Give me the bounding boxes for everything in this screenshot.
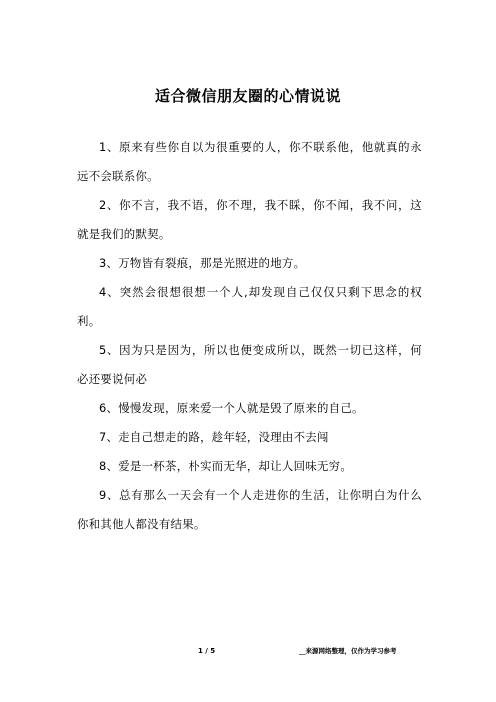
source-note: __来源网络整理，仅作为学习参考 — [299, 647, 397, 655]
page-footer — [0, 644, 496, 658]
document-title: 适合微信朋友圈的心情说说 — [154, 87, 341, 105]
paragraph-6: 6、慢慢发现，原来爱一个人就是毁了原来的自己。 — [99, 401, 364, 415]
paragraph-3: 3、万物皆有裂痕，那是光照进的地方。 — [99, 256, 306, 270]
page-number: 1 / 5 — [198, 647, 216, 655]
paragraph-8: 8、爱是一杯茶，朴实而无华，却让人回味无穷。 — [99, 459, 353, 473]
paragraph-9: 9、总有那么一天会有一个人走进你的生活，让你明白为什么你和其他人都没有结果。 — [77, 488, 422, 531]
paragraph-1: 1、原来有些你自以为很重要的人，你不联系他，他就真的永远不会联系你。 — [77, 140, 422, 183]
paragraph-5: 5、因为只是因为，所以也便变成所以，既然一切已这样，何必还要说何必 — [77, 343, 422, 386]
document-body — [77, 133, 422, 539]
paragraph-2: 2、你不言，我不语，你不理，我不睬，你不闻，我不问，这就是我们的默契。 — [77, 198, 422, 241]
paragraph-7: 7、走自己想走的路，趁年轻，没理由不去闯 — [99, 430, 329, 444]
paragraph-4: 4、突然会很想很想一个人,却发现自己仅仅只剩下思念的权利。 — [77, 285, 422, 328]
